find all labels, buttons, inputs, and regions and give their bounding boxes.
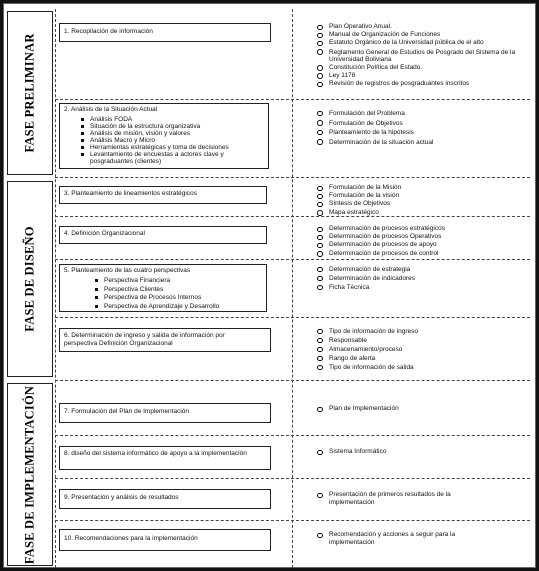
sub-item: Perspectiva de Procesos Internos — [104, 294, 262, 303]
step-5-box — [59, 264, 267, 312]
step-1-box — [59, 23, 271, 42]
row-separator — [55, 177, 530, 178]
step-5-outputs — [317, 265, 527, 292]
sub-item: Levantamiento de encuestas a actores clave y posgraduantes (clientes) — [90, 151, 264, 165]
output-item: Estatuto Orgánico de la Universidad pública de el alto — [317, 39, 527, 47]
row-separator — [55, 317, 530, 318]
step-title: 5. Planteamiento de las cuatro perspectivas — [64, 267, 191, 274]
output-item: Responsable — [317, 336, 527, 345]
output-item: Tipo de información de ingreso — [317, 327, 527, 336]
step-title: 1. Recopilación de información — [64, 28, 153, 35]
output-item: Determinación de procesos de control — [317, 250, 527, 258]
output-item: Almacenamiento/proceso — [317, 345, 527, 354]
output-item: Manual de Organización de Funciones — [317, 31, 527, 39]
step-3-outputs — [317, 184, 527, 217]
step-title: 6. Determinación de ingreso y salida de información por perspectiva Definición Organizacional — [64, 332, 225, 347]
sub-item: Herramientas estratégicas y toma de decisiones — [90, 144, 264, 151]
output-item: Determinación de procesos de apoyo — [317, 241, 527, 249]
step-10-box — [59, 529, 271, 551]
step-9-box — [59, 489, 271, 509]
row-separator — [55, 478, 530, 479]
row-separator — [55, 435, 530, 436]
phase-preliminar — [7, 11, 53, 175]
row-separator — [55, 520, 530, 521]
output-item: Formulación del Problema — [317, 109, 527, 119]
sub-item: Análisis FODA — [90, 116, 264, 123]
output-item: Presentación de primeros resultados de la implementación — [317, 491, 497, 507]
output-item: Determinación de la situación actual — [317, 138, 527, 148]
step-8-box — [59, 446, 271, 470]
output-item: Rango de alerta — [317, 354, 527, 363]
phase-label: FASE PRELIMINAR — [22, 33, 37, 153]
output-item: Ficha Técnica — [317, 283, 527, 292]
output-item: Plan Operativo Anual. — [317, 23, 527, 31]
sub-item: Análisis Macro y Micro — [90, 137, 264, 144]
output-item: Determinación de estrategia — [317, 265, 527, 274]
output-item: Determinación de procesos estratégicos — [317, 225, 527, 233]
step-title: 9. Presentación y análisis de resultados — [64, 494, 179, 501]
sub-item: Perspectiva Financiera — [104, 277, 262, 286]
step-6-outputs — [317, 327, 527, 372]
step-2-subitems — [64, 116, 264, 165]
step-title: 4. Definición Organizacional — [64, 230, 145, 237]
step-8-outputs — [317, 448, 527, 456]
phase-label: FASE DE IMPLEMENTACIÓN — [22, 385, 37, 564]
output-item: Sistema Informático — [317, 448, 527, 456]
output-item: Formulación de la visión — [317, 192, 527, 200]
sub-item: Perspectiva de Aprendizaje y Desarrollo — [104, 303, 262, 312]
sub-item: Perspectiva Clientes — [104, 286, 262, 295]
step-5-subitems — [64, 277, 262, 311]
output-item: Tipo de información de salida — [317, 363, 527, 372]
output-item: Constitución Política del Estado. — [317, 64, 527, 72]
output-item: Plan de Implementación — [317, 405, 527, 413]
sub-item: Análisis de misión, visión y valores — [90, 130, 264, 137]
row-separator — [55, 99, 530, 100]
phase-implementacion — [7, 383, 53, 566]
output-item: Formulación de Objetivos — [317, 119, 527, 129]
step-2-box — [59, 103, 269, 169]
step-title: 7. Formulación del Plan de Implementación — [64, 408, 190, 415]
row-separator — [55, 380, 530, 381]
output-item: Mapa estratégico — [317, 209, 527, 217]
step-1-outputs — [317, 23, 527, 88]
step-3-box — [59, 186, 267, 204]
step-7-outputs — [317, 405, 527, 413]
sub-item: Situación de la estructura organizativa — [90, 123, 264, 130]
step-7-box — [59, 403, 271, 423]
output-item: Recomendación y acciones a seguir para la implementación — [317, 531, 497, 547]
output-item: Ley 1178 — [317, 72, 527, 80]
phase-diseno — [7, 181, 53, 377]
step-9-outputs — [317, 491, 497, 507]
step-title: 8. diseño del sistema informático de apoyo a la implementación — [64, 450, 247, 457]
middle-dashed-separator — [292, 9, 293, 568]
step-title: 10. Recomendaciones para la implementación — [64, 535, 198, 542]
phase-label: FASE DE DISEÑO — [22, 226, 37, 332]
output-item: Determinación de procesos Operativos — [317, 233, 527, 241]
output-item: Reglamento General de Estudios de Posgrado del Sistema de la Universidad Boliviana — [317, 48, 527, 64]
output-item: Formulación de la Misión — [317, 184, 527, 192]
step-10-outputs — [317, 531, 497, 547]
output-item: Revisión de registros de posgraduantes inscritos — [317, 80, 527, 88]
output-item: Determinación de indicadores — [317, 274, 527, 283]
step-2-outputs — [317, 109, 527, 147]
step-title: 2. Análisis de la Situación Actual — [64, 106, 158, 113]
output-item: Síntesis de Objetivos — [317, 200, 527, 208]
step-4-outputs — [317, 225, 527, 258]
left-dashed-separator — [55, 9, 56, 568]
step-4-box — [59, 226, 267, 244]
output-item: Planteamiento de la hipótesis — [317, 128, 527, 138]
step-title: 3. Planteamiento de lineamientos estratégicos — [64, 190, 197, 197]
step-6-box — [59, 328, 271, 352]
row-separator — [55, 259, 530, 260]
